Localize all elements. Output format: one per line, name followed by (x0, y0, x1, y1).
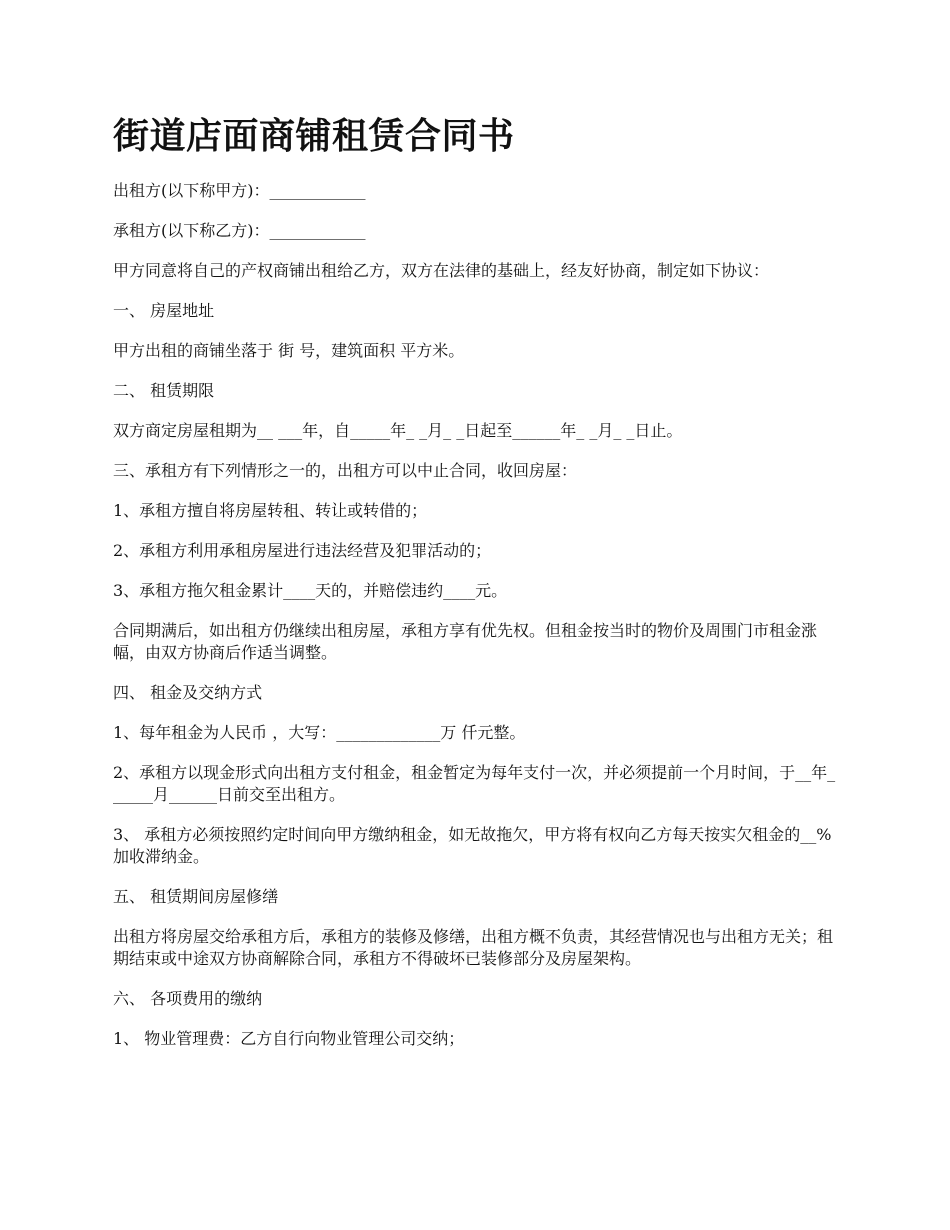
section-heading-term: 二、 租赁期限 (113, 381, 215, 400)
repair-paragraph: 出租方将房屋交给承租方后，承租方的装修及修缮，出租方概不负责，其经营情况也与出租方无关；租期结束或中途双方协商解除合同，承租方不得破坏已装修部分及房屋架构。 (113, 927, 834, 968)
document-title: 街道店面商铺租赁合同书 (113, 115, 515, 157)
termination-item-2: 2、承租方利用承租房屋进行违法经营及犯罪活动的； (113, 541, 492, 560)
section-heading-rent: 四、 租金及交纳方式 (113, 683, 263, 702)
term-paragraph: 双方商定房屋租期为__ ___年，自_____年_ _月_ _日起至______年_ _月_ _日止。 (113, 421, 683, 440)
termination-item-3: 3、承租方拖欠租金累计____天的，并赔偿违约____元。 (113, 581, 508, 600)
rent-item-1: 1、每年租金为人民币 ，大写：_____________万 仟元整。 (113, 723, 526, 742)
rent-item-3: 3、 承租方必须按照约定时间向甲方缴纳租金，如无故拖欠，甲方将有权向乙方每天按实欠租金的__%加收滞纳金。 (113, 825, 832, 866)
document-page (113, 112, 840, 1068)
section-heading-address: 一、 房屋地址 (113, 301, 215, 320)
fees-item-1: 1、 物业管理费：乙方自行向物业管理公司交纳； (113, 1029, 465, 1048)
rent-item-2: 2、承租方以现金形式向出租方支付租金，租金暂定为每年支付一次，并必须提前一个月时间，于__年______月______日前交至出租方。 (113, 763, 836, 804)
section-heading-fees: 六、 各项费用的缴纳 (113, 989, 263, 1008)
party-a-line: 出租方(以下称甲方)：____________ (113, 181, 366, 200)
intro-paragraph: 甲方同意将自己的产权商铺出租给乙方，双方在法律的基础上，经友好协商，制定如下协议： (113, 261, 770, 280)
section-heading-repair: 五、 租赁期间房屋修缮 (113, 887, 279, 906)
section-heading-termination: 三、承租方有下列情形之一的，出租方可以中止合同，收回房屋： (113, 461, 578, 480)
renewal-paragraph: 合同期满后，如出租方仍继续出租房屋，承租方享有优先权。但租金按当时的物价及周围门市租金涨幅，由双方协商后作适当调整。 (113, 621, 818, 662)
termination-item-1: 1、承租方擅自将房屋转租、转让或转借的； (113, 501, 428, 520)
address-paragraph: 甲方出租的商铺坐落于 街 号，建筑面积 平方米。 (113, 341, 465, 360)
party-b-line: 承租方(以下称乙方)：____________ (113, 221, 366, 240)
